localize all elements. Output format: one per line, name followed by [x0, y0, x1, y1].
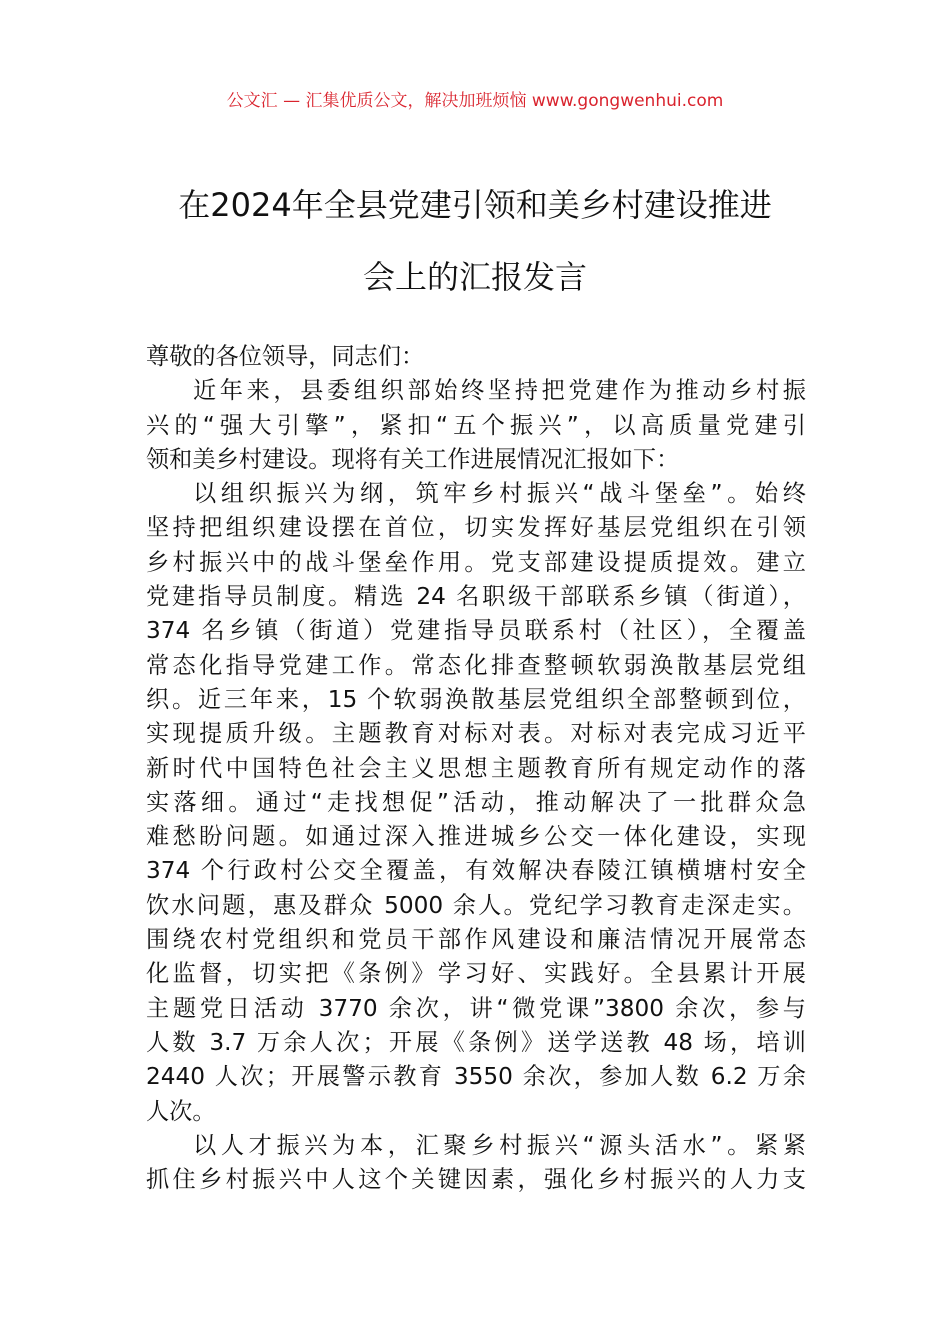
paragraph-line: 难愁盼问题。如通过深入推进城乡公交一体化建设，实现 — [146, 823, 806, 851]
paragraph-line: 党建指导员制度。精选 24 名职级干部联系乡镇（街道）， — [146, 583, 806, 611]
paragraph-line: 坚持把组织建设摆在首位，切实发挥好基层党组织在引领 — [146, 514, 806, 542]
paragraph-line: 人数 3.7 万余人次；开展《条例》送学送教 48 场，培训 — [146, 1028, 806, 1056]
paragraph-line: 新时代中国特色社会主义思想主题教育所有规定动作的落 — [146, 754, 806, 782]
paragraph-line: 饮水问题，惠及群众 5000 余人。党纪学习教育走深走实。 — [146, 891, 806, 919]
document-body — [146, 340, 806, 1197]
paragraph-line: 374 名乡镇（街道）党建指导员联系村（社区），全覆盖 — [146, 617, 806, 645]
paragraph-line: 抓住乡村振兴中人这个关键因素，强化乡村振兴的人力支 — [146, 1166, 806, 1194]
paragraph-line: 领和美乡村建设。现将有关工作进展情况汇报如下： — [146, 445, 680, 473]
paragraph-line: 以人才振兴为本，汇聚乡村振兴“源头活水”。紧紧 — [193, 1131, 806, 1159]
paragraph-line: 常态化指导党建工作。常态化排查整顿软弱涣散基层党组 — [146, 651, 806, 679]
paragraph-line: 围绕农村党组织和党员干部作风建设和廉洁情况开展常态 — [146, 926, 806, 954]
paragraph-line: 以组织振兴为纲，筑牢乡村振兴“战斗堡垒”。始终 — [193, 480, 806, 508]
document-title-line-1: 在2024年全县党建引领和美乡村建设推进 — [178, 186, 772, 224]
document-title-line-2: 会上的汇报发言 — [362, 258, 587, 296]
paragraph-line: 实落细。通过“走找想促”活动，推动解决了一批群众急 — [146, 788, 806, 816]
paragraph-line: 2440 人次；开展警示教育 3550 余次，参加人数 6.2 万余 — [146, 1063, 806, 1091]
paragraph-line: 374 个行政村公交全覆盖，有效解决春陵江镇横塘村安全 — [146, 857, 806, 885]
salutation: 尊敬的各位领导，同志们： — [146, 343, 425, 370]
paragraph-line: 乡村振兴中的战斗堡垒作用。党支部建设提质提效。建立 — [146, 548, 806, 576]
paragraph-line: 主题党日活动 3770 余次，讲“微党课”3800 余次，参与 — [146, 994, 806, 1022]
site-watermark: 公文汇 — 汇集优质公文，解决加班烦恼 www.gongwenhui.com — [226, 91, 724, 111]
paragraph-line: 实现提质升级。主题教育对标对表。对标对表完成习近平 — [146, 720, 806, 748]
paragraph-line: 兴的“强大引擎”，紧扣“五个振兴”，以高质量党建引 — [146, 411, 806, 439]
paragraph-line: 织。近三年来，15 个软弱涣散基层党组织全部整顿到位， — [146, 685, 806, 713]
paragraph-line: 近年来，县委组织部始终坚持把党建作为推动乡村振 — [193, 377, 806, 405]
paragraph-line: 化监督，切实把《条例》学习好、实践好。全县累计开展 — [146, 960, 806, 988]
paragraph-line: 人次。 — [146, 1097, 216, 1125]
